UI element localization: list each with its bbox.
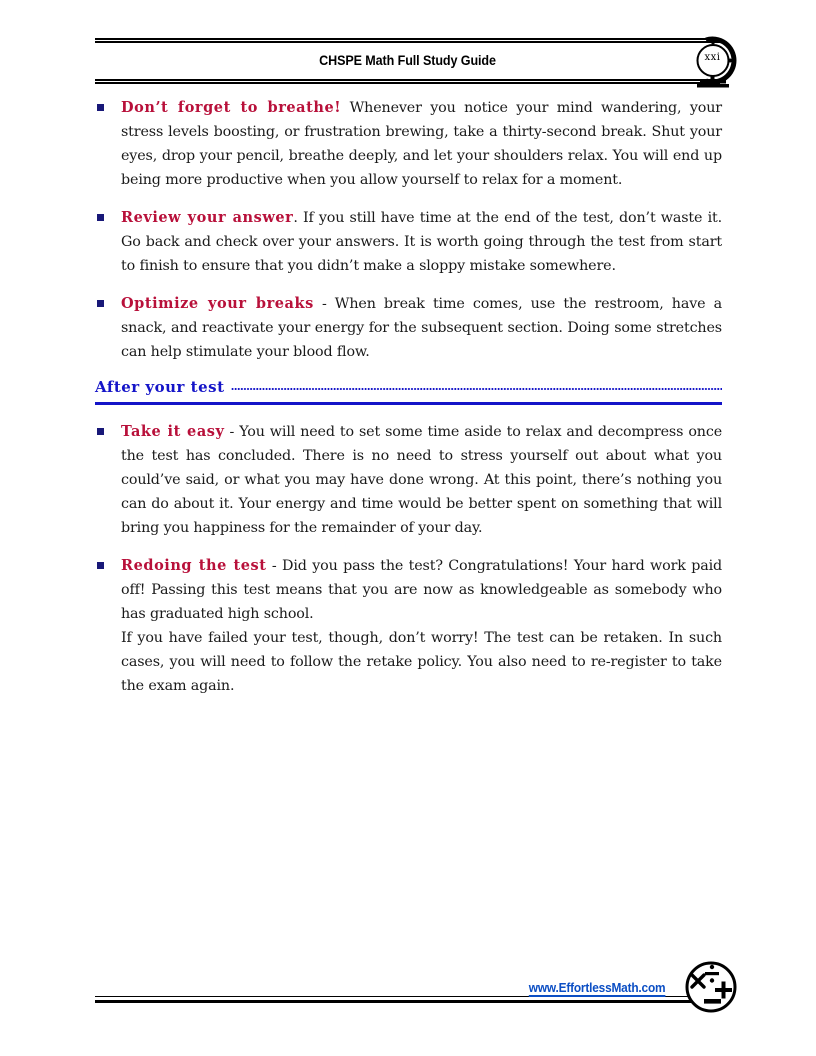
bullet-square-icon	[97, 300, 104, 307]
list-item	[95, 554, 722, 698]
body-text: - When break time comes, use the restroom, have a snack, and reactivate your energy for the subsequent section. Doing some stretches can help stimulate your blood flow.	[121, 296, 722, 360]
lead-in-text: Take it easy	[121, 423, 225, 440]
bullet-square-icon	[97, 104, 104, 111]
list-item	[95, 96, 722, 192]
lead-in-text: Review your answer	[121, 209, 294, 226]
header-top-rule	[95, 38, 720, 43]
lead-in-text: Redoing the test	[121, 557, 267, 574]
math-operators-badge-icon	[681, 958, 741, 1016]
section-heading-label: After your test	[95, 378, 225, 396]
page-footer	[95, 981, 720, 1008]
dotted-leader	[231, 381, 722, 392]
body-text: - Did you pass the test? Congratulations! Your hard work paid off! Passing this test means that you are now as knowledgeable as somebody who has graduated high school.	[121, 558, 723, 622]
list-item	[95, 420, 722, 540]
paragraph	[121, 96, 722, 192]
page-header	[95, 38, 720, 84]
lead-in-text: Optimize your breaks	[121, 295, 314, 312]
paragraph	[121, 292, 722, 364]
lead-in-text: Don’t forget to breathe!	[121, 99, 342, 116]
body-text: . If you still have time at the end of the test, don’t waste it. Go back and check over your answers. It is worth going through the test from start to finish to ensure that you didn’t make a sloppy mistake somewhere.	[121, 210, 722, 274]
paragraph-continued: If you have failed your test, though, don’t worry! The test can be retaken. In such cases, you will need to follow the retake policy. You also need to re-register to take the exam again.	[121, 630, 722, 694]
paragraph	[121, 554, 722, 626]
body-text: - You will need to set some time aside to relax and decompress once the test has concluded. There is no need to stress yourself out about what you could’ve said, or what you may have done wrong. At this point, there’s nothing you can do about it. Your energy and time would be better spent on something that will bring you happiness for the remainder of your day.	[121, 424, 723, 536]
list-item	[95, 292, 722, 364]
bullet-square-icon	[97, 428, 104, 435]
page-number: xxi	[704, 52, 721, 63]
website-link[interactable]: www.EffortlessMath.com	[525, 981, 669, 995]
bullet-square-icon	[97, 214, 104, 221]
body-text: Whenever you notice your mind wandering, your stress levels boosting, or frustration brewing, take a thirty-second break. Shut your eyes, drop your pencil, breathe deeply, and let your shoulders relax. You will end up being more productive when you allow yourself to relax for a moment.	[121, 100, 722, 188]
page-content	[95, 96, 722, 712]
bullet-square-icon	[97, 562, 104, 569]
paragraph	[121, 206, 722, 278]
section-heading	[95, 378, 722, 404]
footer-thick-rule	[95, 1000, 720, 1003]
paragraph	[121, 420, 722, 540]
section-underline-rule	[95, 402, 722, 405]
list-item	[95, 206, 722, 278]
header-bottom-rule	[95, 79, 720, 84]
globe-icon	[686, 33, 742, 89]
footer-thin-rule	[95, 996, 720, 997]
header-title: CHSPE Math Full Study Guide	[319, 53, 496, 68]
